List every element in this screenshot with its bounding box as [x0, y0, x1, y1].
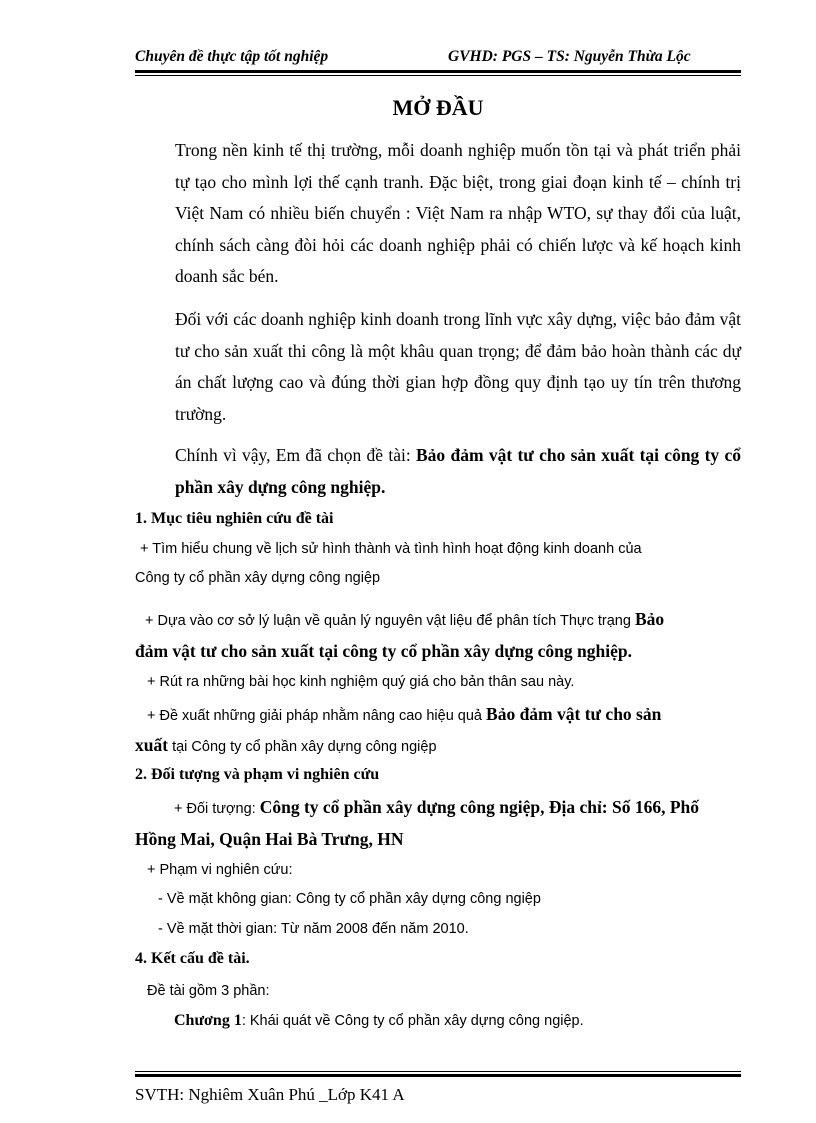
- page-header: [135, 48, 741, 68]
- intro-paragraph-1: Trong nền kinh tế thị trường, mỗi doanh nghiệp muốn tồn tại và phát triển phải tự tạo cho mình lợi thế cạnh tranh. Đặc biệt, trong giai đoạn kinh tế – chính trị Việt Nam có nhiều biến chuyển : Việt Nam ra nhập WTO, sự thay đổi của luật, chính sách càng đòi hỏi các doanh nghiệp phải có chiến lược và kế hoạch kinh doanh sắc bén.: [175, 140, 741, 286]
- objective-item-4-line-2: xuất tại Công ty cổ phần xây dựng công ngiệp: [135, 735, 437, 755]
- page-footer: SVTH: Nghiêm Xuân Phú _Lớp K41 A: [135, 1085, 405, 1104]
- chapter-1-label: Chương 1: [174, 1012, 242, 1029]
- footer-rule-thin: [135, 1071, 741, 1072]
- objective-item-2-line-1: + Dựa vào cơ sở lý luận về quản lý nguyên vật liệu để phân tích Thực trạng Bảo: [145, 609, 665, 629]
- intro-paragraph-2: Đối với các doanh nghiệp kinh doanh trong lĩnh vực xây dựng, việc bảo đảm vật tư cho sản xuất thi công là một khâu quan trọng; để đảm bảo hoàn thành các dự án chất lượng cao và đúng thời gian hợp đồng quy định tạo uy tín trên thương trường.: [175, 309, 741, 424]
- section-1-heading: 1. Mục tiêu nghiên cứu đề tài: [135, 510, 334, 527]
- chapter-1-line: [174, 1012, 584, 1030]
- objective-item-1-line-1: + Tìm hiểu chung về lịch sử hình thành và tình hình hoạt động kinh doanh của: [140, 541, 642, 557]
- header-rule-thin: [135, 75, 741, 76]
- research-object-line-1: + Đối tượng: Công ty cổ phần xây dựng công ngiệp, Địa chỉ: Số 166, Phố: [174, 797, 700, 817]
- objective-item-3: + Rút ra những bài học kinh nghiệm quý giá cho bản thân sau này.: [147, 674, 575, 690]
- section-4-heading: 4. Kết cấu đề tài.: [135, 950, 250, 967]
- structure-intro: Đề tài gồm 3 phần:: [147, 983, 270, 999]
- topic-title: Bảo đảm vật tư cho sản xuất tại công ty cổ phần xây dựng công nghiệp.: [175, 445, 741, 497]
- research-scope-time: - Về mặt thời gian: Từ năm 2008 đến năm 2010.: [158, 921, 469, 937]
- intro-paragraph-3: [135, 440, 741, 503]
- page-title: MỞ ĐẦU: [392, 95, 484, 120]
- chapter-1-text: : Khái quát về Công ty cổ phần xây dựng công ngiệp.: [241, 1013, 584, 1029]
- header-rule-thick: [135, 70, 741, 73]
- header-course-title: Chuyên đề thực tập tốt nghiệp: [135, 48, 329, 65]
- objective-item-2-line-2: đảm vật tư cho sản xuất tại công ty cổ phần xây dựng công nghiệp.: [135, 641, 632, 661]
- research-scope-label: + Phạm vi nghiên cứu:: [147, 862, 293, 878]
- research-scope-space: - Về mặt không gian: Công ty cổ phần xây dựng công ngiệp: [158, 891, 541, 907]
- research-object-line-2: Hồng Mai, Quận Hai Bà Trưng, HN: [135, 829, 404, 849]
- topic-intro-text: Chính vì vậy, Em đã chọn đề tài:: [175, 445, 416, 465]
- section-2-heading: 2. Đối tượng và phạm vi nghiên cứu: [135, 766, 380, 783]
- objective-item-1-line-2: Công ty cổ phần xây dựng công ngiệp: [135, 570, 381, 586]
- footer-rule-thick: [135, 1074, 741, 1077]
- objective-item-4-line-1: + Đề xuất những giải pháp nhằm nâng cao hiệu quả Bảo đảm vật tư cho sản: [147, 704, 662, 724]
- header-supervisor: GVHD: PGS – TS: Nguyễn Thừa Lộc: [448, 48, 691, 65]
